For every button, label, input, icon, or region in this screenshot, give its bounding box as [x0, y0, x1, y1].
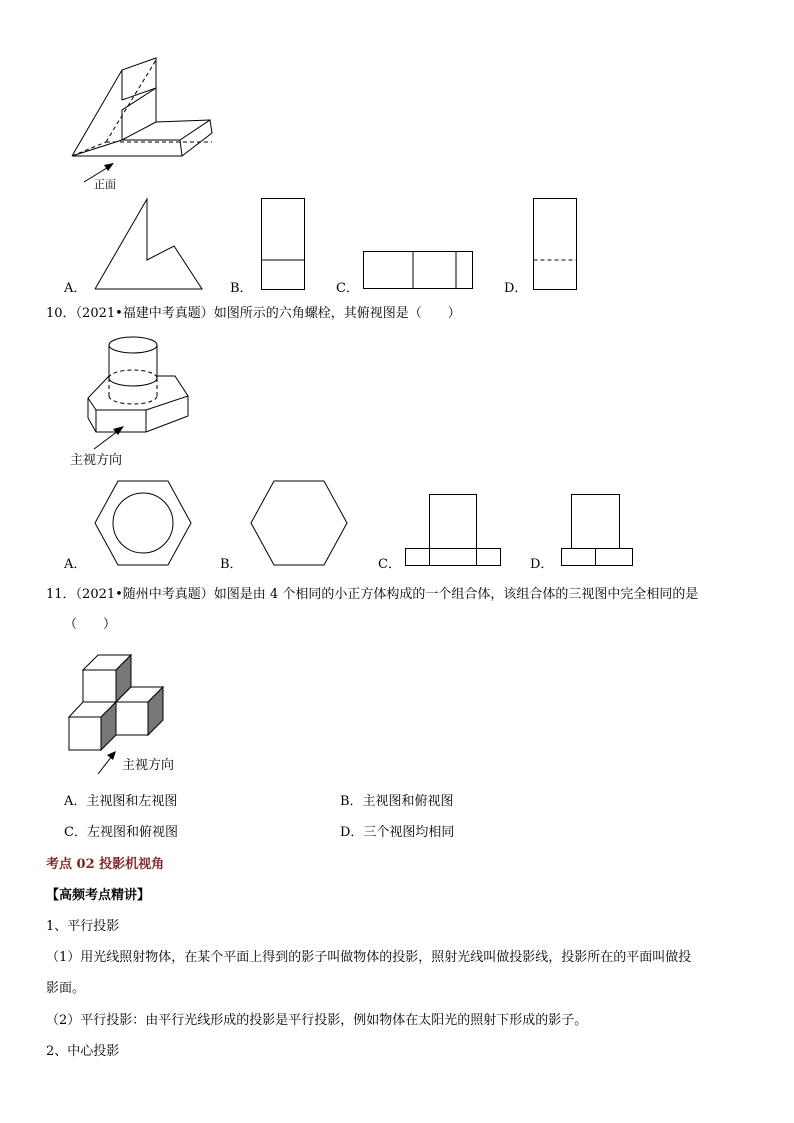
section-heading: 考点 02 投影机视角 [46, 857, 165, 872]
l-prism-figure [60, 50, 230, 195]
option-d-label: D． [504, 281, 528, 296]
q10-stem: 10．（2021•福建中考真题）如图所示的六角螺栓，其俯视图是（ ） [46, 306, 461, 321]
q11-option-d: D．三个视图均相同 [340, 825, 455, 840]
q11-option-c: C．左视图和俯视图 [64, 825, 178, 840]
q10-view-label: 主视方向 [70, 453, 123, 468]
q10-option-d-figure [561, 494, 633, 566]
parallel-projection-item1-line2: 影面。 [46, 981, 86, 996]
section-subheading: 【高频考点精讲】 [46, 888, 151, 903]
q9-option-c-figure [363, 251, 473, 289]
option-b-label: B． [230, 281, 253, 296]
q10-option-b-figure [250, 480, 348, 566]
q10-option-c-label: C． [378, 557, 401, 572]
q11-option-b: B．主视图和俯视图 [340, 794, 454, 809]
q9-option-a-figure [94, 198, 204, 290]
option-a-label: A． [64, 281, 87, 296]
q10-option-c-figure [405, 494, 501, 566]
q11-option-a: A．主视图和左视图 [64, 794, 178, 809]
front-label: 正面 [94, 178, 116, 191]
option-c-label: C． [336, 281, 359, 296]
q10-option-a-label: A． [64, 557, 87, 572]
parallel-projection-title: 1、平行投影 [46, 919, 120, 934]
q9-option-d-figure [533, 198, 577, 290]
central-projection-title: 2、中心投影 [46, 1044, 120, 1059]
q10-option-a-figure [94, 480, 192, 566]
parallel-projection-item2: （2）平行投影：由平行光线形成的投影是平行投影，例如物体在太阳光的照射下形成的影子。 [46, 1013, 588, 1028]
hex-bolt-figure [80, 336, 195, 442]
q10-option-b-label: B． [220, 557, 243, 572]
q11-view-label: 主视方向 [122, 758, 175, 773]
q10-option-d-label: D． [530, 557, 554, 572]
q11-stem-line2: （ ） [64, 617, 117, 632]
parallel-projection-item1-line1: （1）用光线照射物体，在某个平面上得到的影子叫做物体的投影，照射光线叫做投影线，投影所在的平面叫做投 [46, 950, 692, 965]
q9-option-b-figure [261, 198, 305, 290]
q11-stem-line1: 11．（2021•随州中考真题）如图是由 4 个相同的小正方体构成的一个组合体，该组合体的三视图中完全相同的是 [46, 587, 699, 602]
